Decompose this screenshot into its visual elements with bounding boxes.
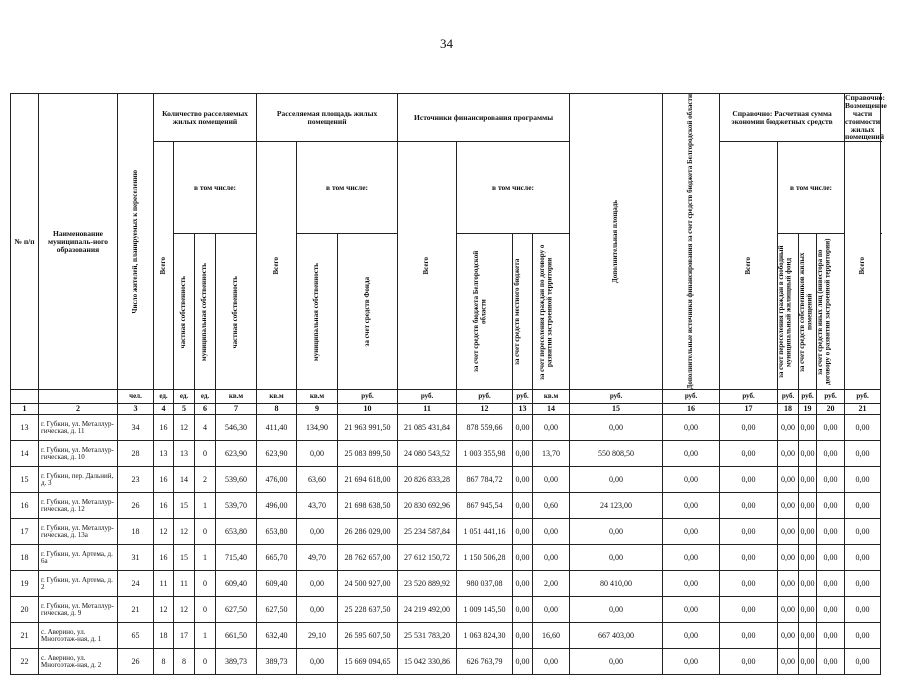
table-cell: 623,90	[257, 441, 297, 467]
table-cell: 0,00	[817, 415, 845, 441]
table-cell: 134,90	[297, 415, 338, 441]
table-cell: 12	[174, 597, 195, 623]
table-cell: 26 286 029,00	[338, 519, 398, 545]
table-cell: 0,00	[533, 415, 570, 441]
table-cell: 609,40	[216, 571, 257, 597]
table-cell: 632,40	[257, 623, 297, 649]
address-cell: г. Губкин, ул. Артема, д. 6а	[39, 545, 118, 571]
table-cell: 0,00	[845, 623, 881, 649]
table-cell: 18	[118, 519, 154, 545]
table-cell: 0,00	[799, 467, 817, 493]
header-area-incl: в том числе:	[297, 142, 398, 234]
table-cell: 0,00	[720, 649, 778, 675]
table-cell: 0,00	[817, 597, 845, 623]
table-cell: 0,00	[799, 441, 817, 467]
header-idx: № п/п	[11, 94, 39, 390]
table-cell: 0,00	[799, 519, 817, 545]
table-cell: 0,00	[663, 493, 720, 519]
table-cell: 0,00	[720, 415, 778, 441]
table-cell: 0,00	[817, 441, 845, 467]
table-cell: 25 228 637,50	[338, 597, 398, 623]
table-cell: 609,40	[257, 571, 297, 597]
table-cell: 0,00	[663, 415, 720, 441]
table-cell: 0,00	[778, 441, 799, 467]
table-cell: 16	[154, 493, 174, 519]
table-row	[11, 545, 881, 571]
table-cell: 18	[11, 545, 39, 571]
table-cell: 867 784,72	[457, 467, 513, 493]
table-cell: 0,00	[663, 519, 720, 545]
table-cell: 0,00	[799, 597, 817, 623]
header-qty-private: частная собственность	[174, 234, 195, 390]
table-cell: 17	[11, 519, 39, 545]
header-extra-source: Дополнительные источники финансирования за счет средств бюджета Белгородской области	[663, 94, 720, 390]
table-cell: 0,00	[845, 467, 881, 493]
table-cell: 21 698 638,50	[338, 493, 398, 519]
table-cell: 665,70	[257, 545, 297, 571]
address-cell: г. Губкин, ул. Металлур-гическая, д. 9	[39, 597, 118, 623]
table-cell: 22	[11, 649, 39, 675]
table-cell: 867 945,54	[457, 493, 513, 519]
table-cell: 0,00	[845, 493, 881, 519]
table-cell: 0,00	[513, 623, 533, 649]
table-cell: 8	[154, 649, 174, 675]
table-cell: 25 083 899,50	[338, 441, 398, 467]
table-cell: 0,00	[570, 545, 663, 571]
table-cell: 1	[195, 493, 216, 519]
table-cell: 34	[118, 415, 154, 441]
table-cell: 15 042 330,86	[398, 649, 457, 675]
header-fin-group: Источники финансирования программы	[398, 94, 570, 142]
table-cell: 1 063 824,30	[457, 623, 513, 649]
header-residents: Число жителей, планируемых к переселению	[118, 94, 154, 390]
table-cell: 0,00	[297, 597, 338, 623]
table-cell: 23 520 889,92	[398, 571, 457, 597]
table-cell: 0,00	[513, 571, 533, 597]
header-ref2-group: Справочно: Возмещение части стоимости жилых помещений	[845, 93, 887, 142]
table-cell: 0,00	[720, 571, 778, 597]
table-cell: 14	[174, 467, 195, 493]
table-cell: 0,00	[513, 467, 533, 493]
table-cell: 26 595 607,50	[338, 623, 398, 649]
table-cell: 21 694 618,00	[338, 467, 398, 493]
table-cell: 0,00	[663, 649, 720, 675]
table-cell: 0,00	[720, 597, 778, 623]
table-cell: 0,00	[533, 467, 570, 493]
header-fin-region: за счет средств бюджета Белгородской области	[457, 234, 513, 390]
table-cell: 11	[174, 571, 195, 597]
header-area-private: частная собственность	[216, 234, 257, 390]
table-cell: 550 808,50	[570, 441, 663, 467]
table-cell: 16	[154, 415, 174, 441]
table-cell: 0	[195, 519, 216, 545]
table-cell: 0,00	[845, 545, 881, 571]
table-cell: 1 150 506,28	[457, 545, 513, 571]
table-cell: 0,00	[778, 519, 799, 545]
header-fin-incl: в том числе:	[457, 142, 570, 234]
table-cell: 12	[174, 415, 195, 441]
table-cell: 18	[154, 623, 174, 649]
table-cell: 389,73	[257, 649, 297, 675]
header-ref2-b: за счет средств иных лиц (инвестора по договору о развитии застроенной территории)	[817, 234, 845, 390]
header-extra-area: Дополнительная площадь	[570, 94, 663, 390]
table-cell: 0,00	[799, 545, 817, 571]
header-ref1-a: за счет переселения граждан по договору о развитии застроенной территории	[533, 234, 570, 390]
header-area-municipal: муниципальная собственность	[297, 234, 338, 390]
table-body	[11, 415, 881, 675]
header-fin-local: за счет средств местного бюджета	[513, 234, 533, 390]
table-cell: 17	[174, 623, 195, 649]
table-cell: 26	[118, 493, 154, 519]
table-row	[11, 415, 881, 441]
table-cell: 0,00	[570, 415, 663, 441]
table-cell: 23	[118, 467, 154, 493]
header-qty-municipal: муниципальная собственность	[195, 234, 216, 390]
table-row	[11, 649, 881, 675]
header-fin-fund: за счет средств Фонда	[338, 234, 398, 390]
table-cell: 0,00	[533, 519, 570, 545]
table-row	[11, 519, 881, 545]
table-cell: 0,00	[778, 623, 799, 649]
address-cell: с. Аверино, ул. Многоэтаж-ная, д. 1	[39, 623, 118, 649]
table-cell: 0,00	[570, 519, 663, 545]
header-area-group: Расселяемая площадь жилых помещений	[257, 94, 398, 142]
table-cell: 15	[11, 467, 39, 493]
table-cell: 16,60	[533, 623, 570, 649]
table-cell: 0,00	[799, 623, 817, 649]
table-cell: 0	[195, 597, 216, 623]
table-cell: 13,70	[533, 441, 570, 467]
table-cell: 0,00	[817, 649, 845, 675]
table-row	[11, 493, 881, 519]
table-cell: 0,00	[799, 493, 817, 519]
table-cell: 21 963 991,50	[338, 415, 398, 441]
table-cell: 0,00	[570, 467, 663, 493]
header-name: Наименование муниципаль-ного образования	[39, 94, 118, 390]
header-area-total: Всего	[257, 142, 297, 390]
table-row	[11, 571, 881, 597]
table-cell: 25 234 587,84	[398, 519, 457, 545]
table-cell: 0,00	[778, 493, 799, 519]
table-cell: 0,00	[663, 623, 720, 649]
table-cell: 0,00	[533, 545, 570, 571]
header-ref2-total: Всего	[845, 142, 881, 390]
table-cell: 0,00	[513, 649, 533, 675]
table-cell: 16	[154, 545, 174, 571]
table-cell: 0	[195, 441, 216, 467]
table-cell: 2,00	[533, 571, 570, 597]
table-cell: 11	[154, 571, 174, 597]
table-cell: 0,00	[799, 415, 817, 441]
table-cell: 29,10	[297, 623, 338, 649]
table-cell: 4	[195, 415, 216, 441]
table-cell: 65	[118, 623, 154, 649]
table-cell: 15 669 094,65	[338, 649, 398, 675]
table-cell: 43,70	[297, 493, 338, 519]
table-cell: 539,60	[216, 467, 257, 493]
table-cell: 0,00	[778, 649, 799, 675]
table-cell: 0,00	[663, 597, 720, 623]
table-cell: 0	[195, 649, 216, 675]
address-cell: г. Губкин, ул. Металлур-гическая, д. 13а	[39, 519, 118, 545]
table-cell: 0,00	[663, 571, 720, 597]
table-cell: 389,73	[216, 649, 257, 675]
table-cell: 626 763,79	[457, 649, 513, 675]
header-ref1-group: Справочно: Расчетная сумма экономии бюджетных средств	[720, 94, 845, 142]
table-row	[11, 441, 881, 467]
table-cell: 24 080 543,52	[398, 441, 457, 467]
table-cell: 0,00	[720, 545, 778, 571]
table-cell: 26	[118, 649, 154, 675]
table-cell: 0,00	[817, 519, 845, 545]
table-cell: 0,00	[297, 649, 338, 675]
table-cell: 0,00	[845, 441, 881, 467]
table-cell: 661,50	[216, 623, 257, 649]
table-cell: 0,00	[720, 519, 778, 545]
table-cell: 0,00	[817, 467, 845, 493]
table-cell: 24	[118, 571, 154, 597]
page-number: 34	[440, 36, 453, 51]
table-cell: 80 410,00	[570, 571, 663, 597]
table-cell: 0,00	[663, 467, 720, 493]
table-cell: 0,00	[817, 545, 845, 571]
table-cell: 1 051 441,16	[457, 519, 513, 545]
table-cell: 0,00	[513, 597, 533, 623]
table-cell: 28 762 657,00	[338, 545, 398, 571]
table-cell: 13	[154, 441, 174, 467]
table-cell: 496,00	[257, 493, 297, 519]
table-cell: 1 009 145,50	[457, 597, 513, 623]
header-ref1-total: Всего	[720, 142, 778, 390]
header-ref2-a: за счет средств собственников жилых помещений	[799, 234, 817, 390]
header-fin-total: Всего	[398, 142, 457, 390]
table-cell: 667 403,00	[570, 623, 663, 649]
table-cell: 0,00	[720, 441, 778, 467]
table-cell: 16	[154, 467, 174, 493]
table-cell: 0,00	[778, 415, 799, 441]
address-cell: г. Губкин, ул. Артема, д. 2	[39, 571, 118, 597]
column-numbers-row: 1 2 3 4 5 6 7 8 9 10 11 12 13 14 15 16 17 18 19 20 21	[11, 404, 881, 415]
table-cell: 21	[11, 623, 39, 649]
table-cell: 12	[154, 597, 174, 623]
table-cell: 0,00	[817, 493, 845, 519]
table-cell: 12	[174, 519, 195, 545]
address-cell: г. Губкин, ул. Металлур-гическая, д. 12	[39, 493, 118, 519]
table-cell: 0,00	[720, 493, 778, 519]
table-cell: 0,00	[513, 545, 533, 571]
table-cell: 0,60	[533, 493, 570, 519]
table-row	[11, 467, 881, 493]
table-cell: 0,00	[720, 623, 778, 649]
table-cell: 0,00	[513, 493, 533, 519]
table-row	[11, 623, 881, 649]
table-cell: 0,00	[817, 571, 845, 597]
table-cell: 0,00	[663, 441, 720, 467]
table-cell: 0,00	[845, 415, 881, 441]
table-cell: 0,00	[845, 649, 881, 675]
table-cell: 1 003 355,98	[457, 441, 513, 467]
table-cell: 28	[118, 441, 154, 467]
table-cell: 24 123,00	[570, 493, 663, 519]
header-qty-incl: в том числе:	[174, 142, 257, 234]
table-row	[11, 597, 881, 623]
table-cell: 15	[174, 545, 195, 571]
table-cell: 0,00	[799, 649, 817, 675]
table-cell: 0,00	[533, 597, 570, 623]
table-cell: 31	[118, 545, 154, 571]
table-cell: 0,00	[297, 441, 338, 467]
header-ref1-b: за счет переселения граждан в свободный муниципальный жилищный фонд	[778, 234, 799, 390]
table-cell: 0,00	[778, 467, 799, 493]
table-cell: 27 612 150,72	[398, 545, 457, 571]
table-cell: 0,00	[297, 571, 338, 597]
table-cell: 21 085 431,84	[398, 415, 457, 441]
table-cell: 653,80	[216, 519, 257, 545]
table-cell: 1	[195, 545, 216, 571]
table-cell: 0,00	[513, 519, 533, 545]
table-cell: 653,80	[257, 519, 297, 545]
table-cell: 0,00	[778, 545, 799, 571]
table-cell: 12	[154, 519, 174, 545]
address-cell: г. Губкин, ул. Металлур-гическая, д. 10	[39, 441, 118, 467]
table-cell: 0,00	[663, 545, 720, 571]
table-cell: 0,00	[845, 571, 881, 597]
table-cell: 539,70	[216, 493, 257, 519]
table-cell: 63,60	[297, 467, 338, 493]
table-cell: 8	[174, 649, 195, 675]
table-cell: 20 830 692,96	[398, 493, 457, 519]
table-cell: 546,30	[216, 415, 257, 441]
header-qty-group: Количество расселяемых жилых помещений	[154, 94, 257, 142]
table-cell: 16	[11, 493, 39, 519]
table-cell: 627,50	[216, 597, 257, 623]
table-cell: 25 531 783,20	[398, 623, 457, 649]
header-ref1-incl: в том числе:	[778, 142, 845, 234]
table-cell: 623,90	[216, 441, 257, 467]
table-cell: 13	[174, 441, 195, 467]
table-cell: 24 500 927,00	[338, 571, 398, 597]
table-cell: 980 037,08	[457, 571, 513, 597]
table-cell: 0,00	[778, 597, 799, 623]
table-cell: 0,00	[799, 571, 817, 597]
table-cell: 13	[11, 415, 39, 441]
table-cell: 0,00	[570, 597, 663, 623]
table-cell: 0	[195, 571, 216, 597]
table-cell: 0,00	[570, 649, 663, 675]
table-cell: 878 559,66	[457, 415, 513, 441]
table-cell: 0,00	[533, 649, 570, 675]
table-cell: 0,00	[778, 571, 799, 597]
table-cell: 19	[11, 571, 39, 597]
table-cell: 2	[195, 467, 216, 493]
table-cell: 49,70	[297, 545, 338, 571]
table-cell: 476,00	[257, 467, 297, 493]
table-cell: 0,00	[845, 519, 881, 545]
address-cell: г. Губкин, пер. Дальний, д. 3	[39, 467, 118, 493]
table-cell: 15	[174, 493, 195, 519]
table-cell: 21	[118, 597, 154, 623]
program-table	[10, 93, 887, 675]
table-header	[11, 93, 887, 415]
table-cell: 411,40	[257, 415, 297, 441]
table-cell: 715,40	[216, 545, 257, 571]
table-cell: 20 826 833,28	[398, 467, 457, 493]
table-cell: 0,00	[720, 467, 778, 493]
address-cell: с. Аверино, ул. Многоэтаж-ная, д. 2	[39, 649, 118, 675]
table-cell: 14	[11, 441, 39, 467]
table-cell: 0,00	[513, 415, 533, 441]
header-qty-total: Всего	[154, 142, 174, 390]
table-cell: 20	[11, 597, 39, 623]
table-cell: 24 219 492,00	[398, 597, 457, 623]
units-row: чел. ед. ед. ед. кв.м кв.м кв.м руб. руб. руб. руб. кв.м руб. руб. руб. руб. руб. руб. руб.	[11, 390, 881, 404]
table-cell: 0,00	[845, 597, 881, 623]
table-cell: 0,00	[513, 441, 533, 467]
table-cell: 0,00	[817, 623, 845, 649]
table-cell: 1	[195, 623, 216, 649]
address-cell: г. Губкин, ул. Металлур-гическая, д. 11	[39, 415, 118, 441]
table-cell: 0,00	[297, 519, 338, 545]
table-cell: 627,50	[257, 597, 297, 623]
